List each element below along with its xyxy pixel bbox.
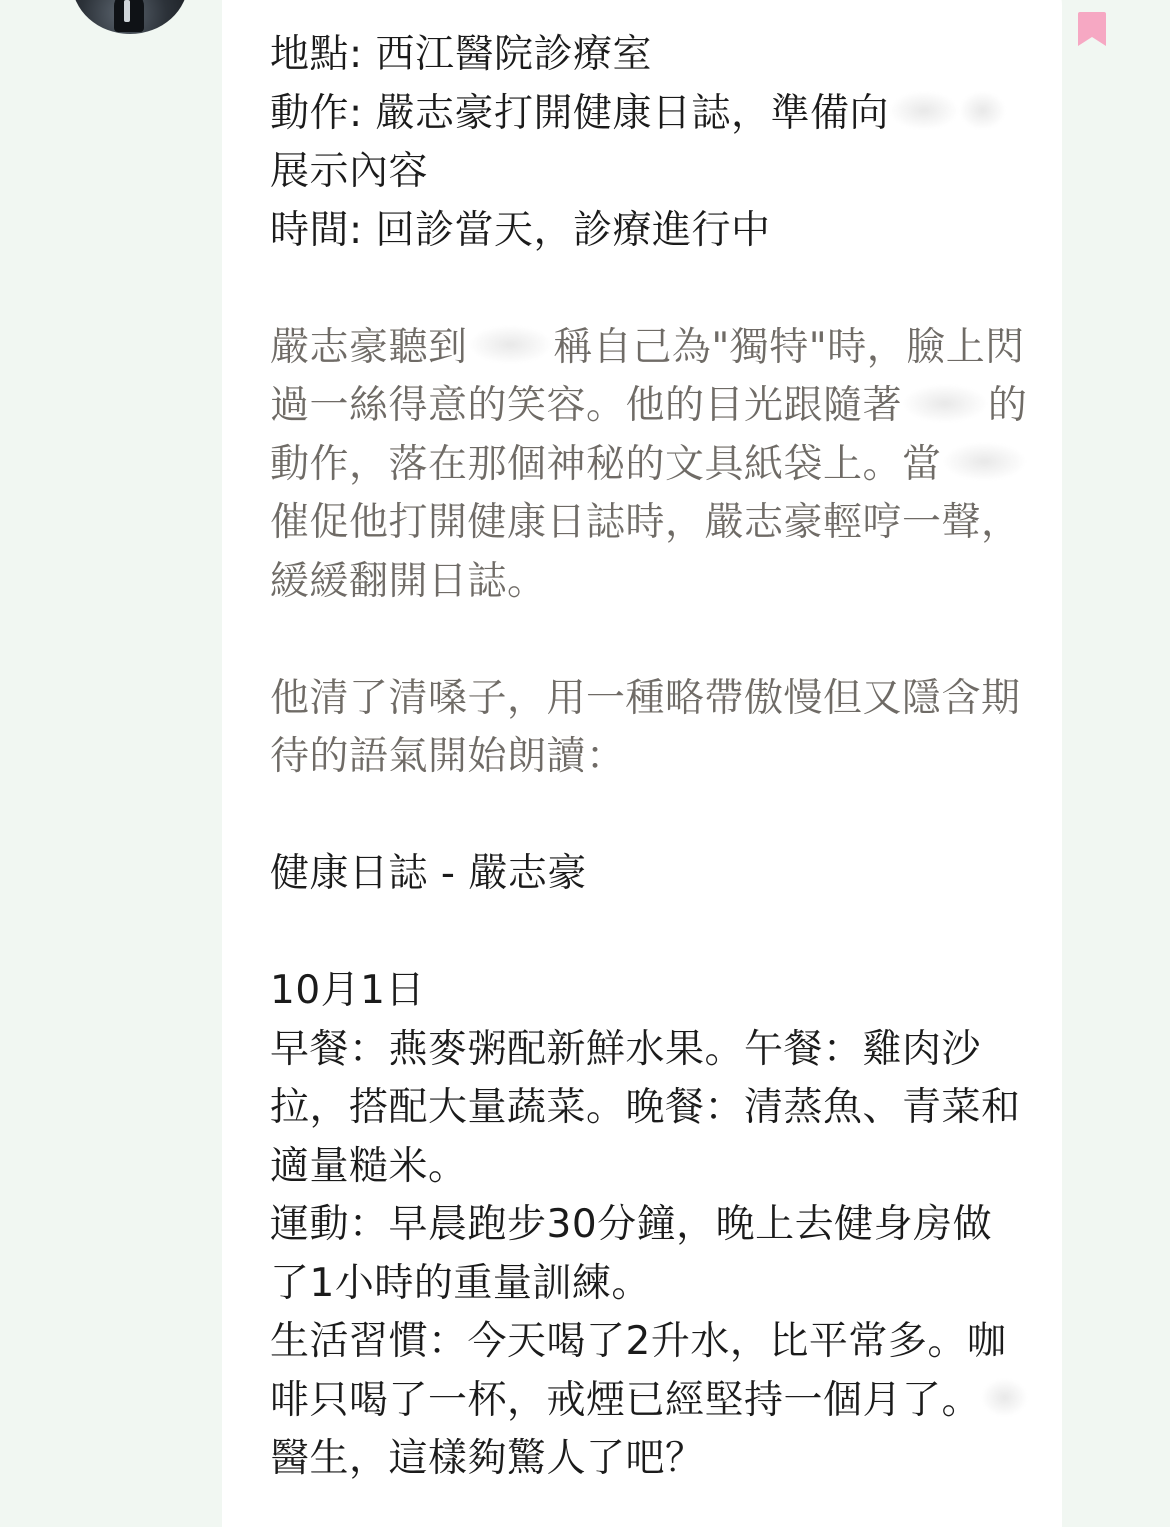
avatar-highlight [124,0,130,22]
scene-location: 地點: 西江醫院診療室 [270,32,653,77]
narration-text: 的動作，落在那個神秘的文具紙袋上。當 [270,383,1028,487]
narration-paragraph-2: 他清了清嗓子，用一種略帶傲慢但又隱含期待的語氣開始朗讀： [270,675,1021,779]
narration-text: 催促他打開健康日誌時，嚴志豪輕哼一聲，緩緩翻開日誌。 [270,500,1021,604]
redacted-name [468,325,554,364]
diary-closing-text: 醫生，這樣夠驚人了吧？ [270,1436,705,1481]
spacer [270,904,1030,963]
redacted-name [902,384,988,423]
redacted-name [959,91,1006,130]
redacted-name [942,442,1028,481]
diary-habits-text: 生活習慣：今天喝了2升水，比平常多。咖啡只喝了一杯，戒煙已經堅持一個月了。 [270,1319,1007,1423]
spacer [270,260,1030,319]
redacted-name [981,1378,1028,1417]
diary-exercise: 運動：早晨跑步30分鐘，晚上去健身房做了1小時的重量訓練。 [270,1202,993,1306]
diary-habits [270,1313,1030,1489]
diary-meals: 早餐：燕麥粥配新鮮水果。午餐：雞肉沙拉，搭配大量蔬菜。晚餐：清蒸魚、青菜和適量糙米。 [270,1026,1021,1189]
narration-text: 嚴志豪聽到 [270,324,468,370]
message-content [270,26,1030,1489]
scene-action-text: 動作: 嚴志豪打開健康日誌，準備向 [270,90,890,136]
redacted-name [889,91,959,130]
diary-title: 健康日誌 - 嚴志豪 [270,851,587,896]
scene-time: 時間: 回診當天，診療進行中 [270,207,771,253]
bookmark-icon[interactable] [1076,10,1108,48]
scene-action [270,85,1030,202]
scene-action-rest: 展示內容 [270,149,429,194]
spacer [270,787,1030,846]
avatar[interactable] [72,0,188,34]
narration-text: 稱自己為"獨特"時，臉上閃過一絲得意的笑容。他的目光跟隨著 [270,324,1025,428]
spacer [270,611,1030,670]
narration-paragraph-1 [270,319,1030,612]
diary-date: 10月1日 [270,968,425,1013]
